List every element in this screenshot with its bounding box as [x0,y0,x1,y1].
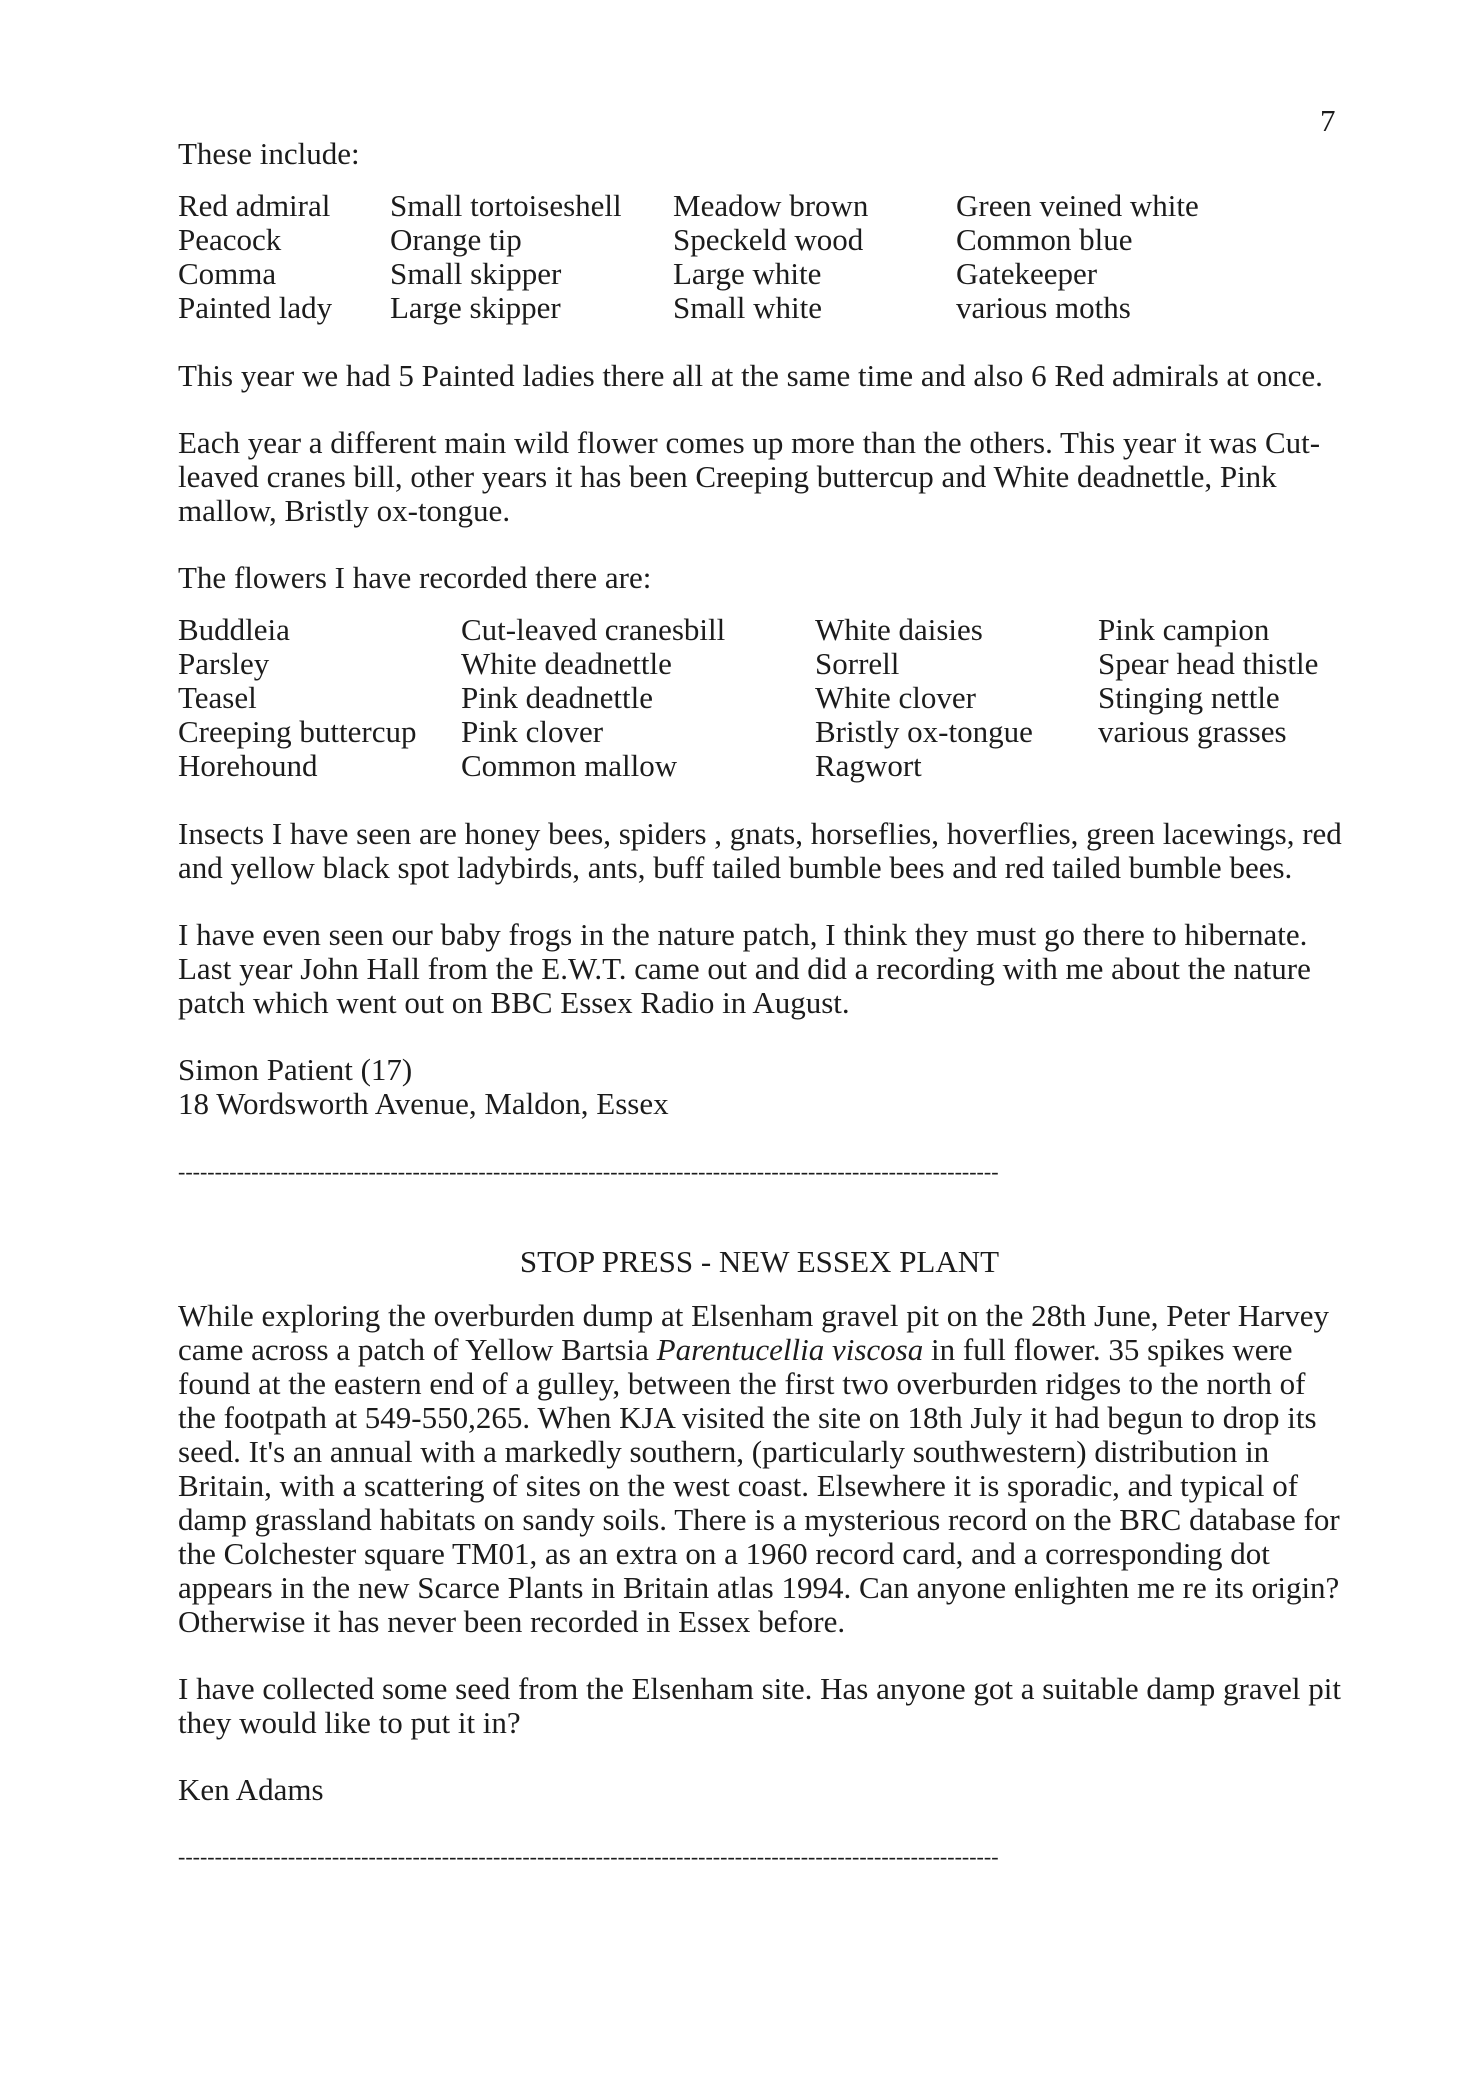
wild-flower-paragraph: Each year a different main wild flower comes up more than the others. This year it was Cut-leaved cranes bill, other years it has been Creeping buttercup and White deadnettle, Pink mallow, Bristly ox-tongue. [178,425,1321,528]
stop-press-paragraph [178,1299,1343,1639]
flower-name: Pink clover [461,714,604,749]
butterfly-name: Peacock [178,222,282,257]
painted-ladies-paragraph: This year we had 5 Painted ladies there all at the same time and also 6 Red admirals at once. [178,358,1323,393]
flower-name: Horehound [178,748,318,783]
butterfly-name: Orange tip [390,222,522,257]
butterfly-name: Common blue [956,222,1133,257]
butterfly-list [178,189,1343,325]
flower-name: Sorrell [815,646,900,681]
flower-list [178,613,1343,783]
section-divider: ---------------------------------------------------------------------------------------------------------------- [178,1159,999,1184]
butterfly-name: Small skipper [390,256,562,291]
butterfly-name: Painted lady [178,290,333,325]
section-divider-bottom: ---------------------------------------------------------------------------------------------------------------- [178,1844,999,1869]
frogs-paragraph: I have even seen our baby frogs in the nature patch, I think they must go there to hibernate. Last year John Hall from the E.W.T. came out and did a recording with me about the nature patch which went out on BBC Essex Radio in August. [178,917,1311,1020]
flower-name: Spear head thistle [1098,646,1319,681]
butterfly-name: Comma [178,256,277,291]
flower-name: White deadnettle [461,646,672,681]
author-name: Simon Patient (17) [178,1052,413,1087]
flower-name [1098,749,1358,783]
stop-press-heading: STOP PRESS - NEW ESSEX PLANT [519,1244,1000,1279]
butterflies-intro: These include: [178,136,360,171]
flower-name: Common mallow [461,748,678,783]
butterfly-name: Red admiral [178,188,331,223]
butterfly-name: Small white [673,290,822,325]
flower-name: Bristly ox-tongue [815,714,1033,749]
flower-name: Parsley [178,646,270,681]
insects-paragraph: Insects I have seen are honey bees, spiders , gnats, horseflies, hoverflies, green lacewings, red and yellow black spot ladybirds, ants, buff tailed bumble bees and red tailed bumble bees. [178,816,1342,885]
page-number: 7 [1320,103,1336,138]
butterfly-name: Large skipper [390,290,561,325]
flowers-intro: The flowers I have recorded there are: [178,560,652,595]
author-signature [178,1053,1343,1121]
butterfly-name: Small tortoiseshell [390,188,622,223]
page-content [178,137,1343,1874]
flower-name: Teasel [178,680,257,715]
flower-name: various grasses [1098,714,1287,749]
butterfly-name: Large white [673,256,822,291]
flower-name: Pink deadnettle [461,680,653,715]
seed-paragraph: I have collected some seed from the Elsenham site. Has anyone got a suitable damp gravel pit they would like to put it in? [178,1671,1341,1740]
stop-press-text-b: in full flower. 35 spikes were found at the eastern end of a gulley, between the first two overburden ridges to the north of the footpath at 549-550,265. When KJA visited the site on 18th July it had begun to drop its seed. It's an annual with a markedly southern, (particularly southwestern) distribution in Britain, with a scattering of sites on the west coast. Elsewhere it is sporadic, and typical of damp grassland habitats on sandy soils. There is a mysterious record on the BRC database for the Colchester square TM01, as an extra on a 1960 record card, and a corresponding dot appears in the new Scarce Plants in Britain atlas 1994. Can anyone enlighten me re its origin? Otherwise it has never been recorded in Essex before. [178,1332,1340,1639]
flower-name: Ragwort [815,748,922,783]
butterfly-name: various moths [956,290,1131,325]
stop-press-text-a: While exploring the overburden dump at Elsenham gravel pit on the 28th June, Peter Harvey came across a patch of Yellow Bartsia [178,1298,1329,1367]
flower-name: Pink campion [1098,612,1270,647]
butterfly-name: Meadow brown [673,188,869,223]
flower-name: Cut-leaved cranesbill [461,612,726,647]
stop-press-author: Ken Adams [178,1772,324,1807]
flower-name: Creeping buttercup [178,714,417,749]
species-name: Parentucellia viscosa [656,1332,924,1367]
flower-name: Buddleia [178,612,290,647]
flower-name: Stinging nettle [1098,680,1280,715]
butterfly-name: Green veined white [956,188,1199,223]
butterfly-name: Gatekeeper [956,256,1098,291]
author-address: 18 Wordsworth Avenue, Maldon, Essex [178,1086,669,1121]
butterfly-name: Speckeld wood [673,222,864,257]
flower-name: White clover [815,680,976,715]
flower-name: White daisies [815,612,983,647]
